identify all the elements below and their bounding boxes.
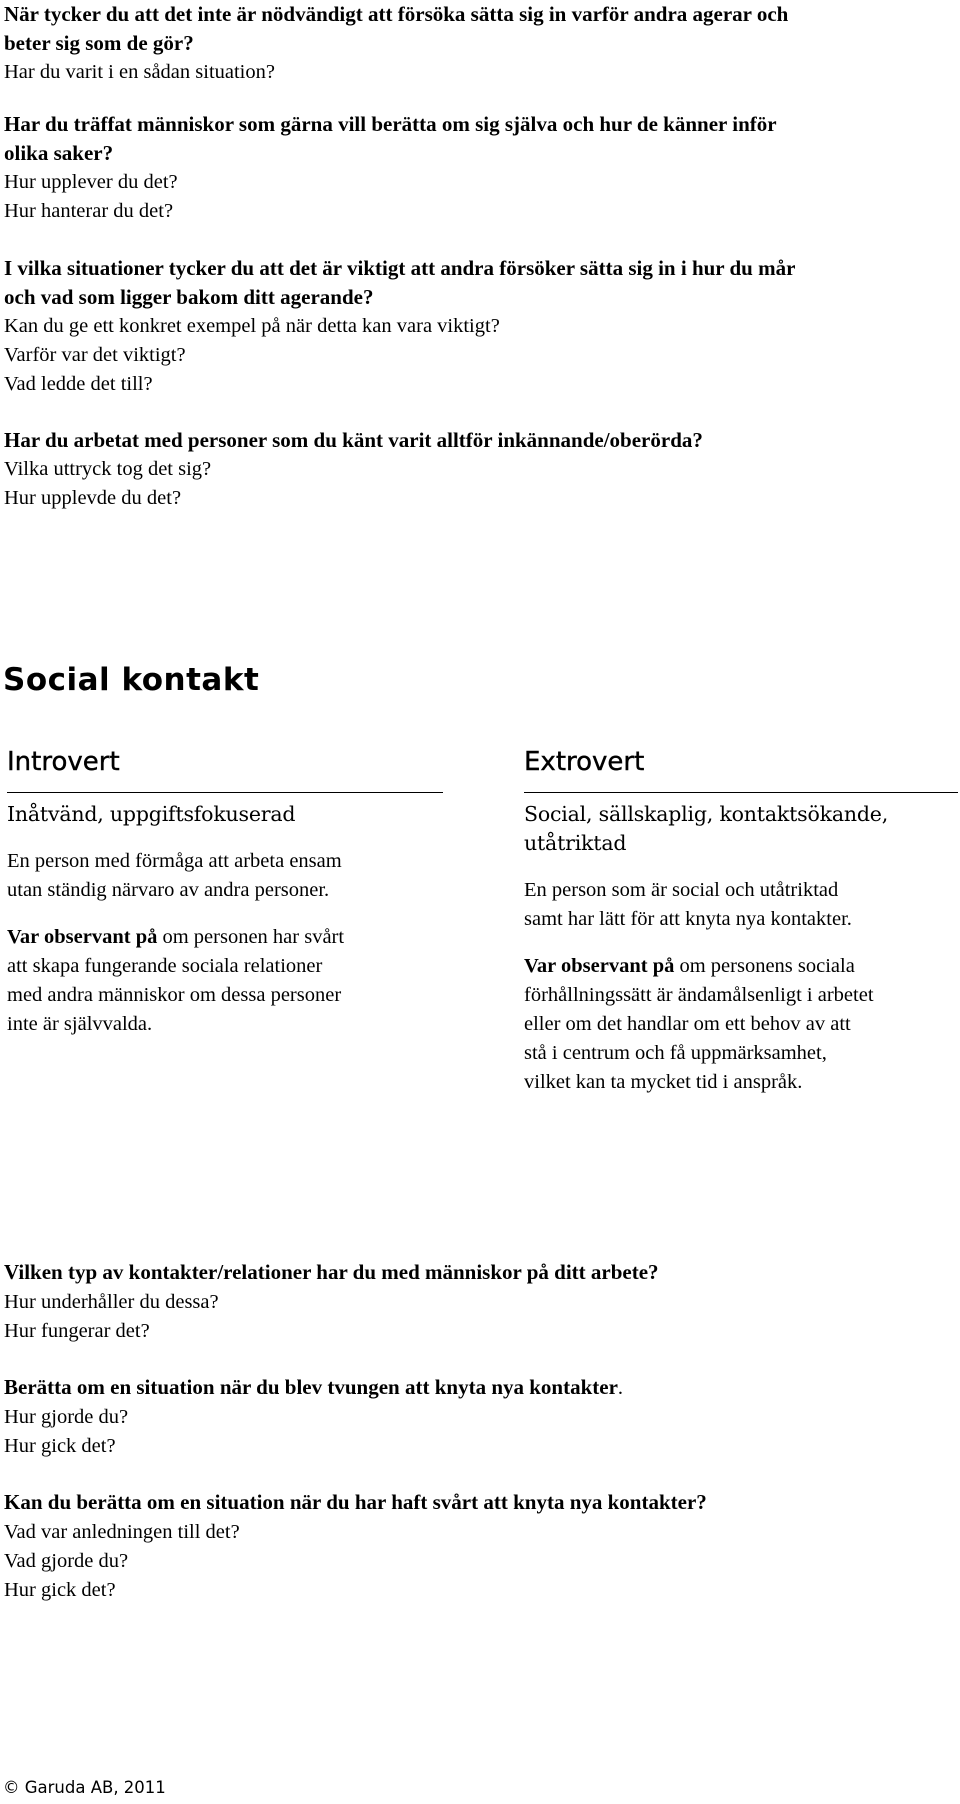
follow-up-question: Vilka uttryck tog det sig? xyxy=(4,458,212,480)
extrovert-observe xyxy=(524,952,958,1097)
follow-up-question: Vad gjorde du? xyxy=(4,1550,129,1572)
question-text: Vilken typ av kontakter/relationer har du med människor på ditt arbete? xyxy=(4,1260,659,1284)
question-group-3 xyxy=(4,254,954,399)
introvert-description xyxy=(7,847,443,905)
introvert-tagline-block xyxy=(7,800,443,829)
observe-text: om personen har svårt xyxy=(157,926,345,948)
question-text: Kan du berätta om en situation när du har haft svårt att knyta nya kontakter? xyxy=(4,1490,707,1514)
observe-line: med andra människor om dessa personer xyxy=(7,984,342,1006)
follow-up-question: Vad var anledningen till det? xyxy=(4,1521,240,1543)
question-group-2 xyxy=(4,110,954,226)
observe-line xyxy=(7,923,443,952)
introvert-tagline: Inåtvänd, uppgiftsfokuserad xyxy=(7,802,296,826)
description-line: En person med förmåga att arbeta ensam xyxy=(7,850,342,872)
follow-up-question: Hur gick det? xyxy=(4,1435,116,1457)
question-text: olika saker? xyxy=(4,141,114,165)
extrovert-tagline: Social, sällskaplig, kontaktsökande, xyxy=(524,802,889,826)
question-text: beter sig som de gör? xyxy=(4,31,194,55)
section-title: Social kontakt xyxy=(3,662,260,698)
observe-text: om personens sociala xyxy=(674,955,855,977)
observe-line: stå i centrum och få uppmärksamhet, xyxy=(524,1042,827,1064)
follow-up-question: Varför var det viktigt? xyxy=(4,344,186,366)
copyright-footer: © Garuda AB, 2011 xyxy=(3,1778,166,1797)
bottom-question-group-1 xyxy=(4,1258,954,1346)
follow-up-question: Hur fungerar det? xyxy=(4,1320,150,1342)
extrovert-column xyxy=(524,800,958,1115)
question-group-1 xyxy=(4,0,954,87)
question-text: I vilka situationer tycker du att det är viktigt att andra försöker sätta sig in i hur du mår xyxy=(4,256,796,280)
follow-up-question: Vad ledde det till? xyxy=(4,373,153,395)
observe-label: Var observant på xyxy=(7,926,158,948)
introvert-observe xyxy=(7,923,443,1039)
introvert-heading: Introvert xyxy=(7,747,120,777)
extrovert-tagline: utåtriktad xyxy=(524,831,627,855)
bottom-question-group-2 xyxy=(4,1373,954,1461)
observe-line: eller om det handlar om ett behov av att xyxy=(524,1013,851,1035)
follow-up-question: Hur hanterar du det? xyxy=(4,200,174,222)
question-text: och vad som ligger bakom ditt agerande? xyxy=(4,285,374,309)
question-line xyxy=(4,1373,954,1403)
question-line xyxy=(4,1258,954,1288)
observe-line: förhållningssätt är ändamålsenligt i arbetet xyxy=(524,984,874,1006)
observe-line: att skapa fungerande sociala relationer xyxy=(7,955,323,977)
follow-up-question: Hur gick det? xyxy=(4,1579,116,1601)
extrovert-tagline-block xyxy=(524,800,958,858)
follow-up-question: Kan du ge ett konkret exempel på när detta kan vara viktigt? xyxy=(4,315,500,337)
question-text: När tycker du att det inte är nödvändigt att försöka sätta sig in varför andra agerar och xyxy=(4,2,789,26)
observe-line: inte är självvalda. xyxy=(7,1013,153,1035)
description-line: samt har lätt för att knyta nya kontakter. xyxy=(524,908,852,930)
observe-label: Var observant på xyxy=(524,955,675,977)
description-line: utan ständig närvaro av andra personer. xyxy=(7,879,330,901)
question-group-4 xyxy=(4,426,954,513)
follow-up-question: Hur gjorde du? xyxy=(4,1406,129,1428)
question-text: Har du arbetat med personer som du känt varit alltför inkännande/oberörda? xyxy=(4,428,703,452)
observe-line xyxy=(524,952,958,981)
question-line xyxy=(4,1488,954,1518)
bottom-question-group-3 xyxy=(4,1488,954,1605)
introvert-column xyxy=(7,800,443,1057)
question-text: Berätta om en situation när du blev tvungen att knyta nya kontakter xyxy=(4,1375,618,1399)
question-suffix: . xyxy=(617,1377,624,1399)
observe-line: vilket kan ta mycket tid i anspråk. xyxy=(524,1071,803,1093)
follow-up-question: Hur upplever du det? xyxy=(4,171,178,193)
extrovert-heading: Extrovert xyxy=(524,747,645,777)
description-line: En person som är social och utåtriktad xyxy=(524,879,839,901)
question-text: Har du träffat människor som gärna vill berätta om sig själva och hur de känner inför xyxy=(4,112,777,136)
follow-up-question: Hur upplevde du det? xyxy=(4,487,182,509)
extrovert-description xyxy=(524,876,958,934)
introvert-divider xyxy=(7,792,443,793)
extrovert-divider xyxy=(524,792,958,793)
follow-up-question: Har du varit i en sådan situation? xyxy=(4,61,275,83)
follow-up-question: Hur underhåller du dessa? xyxy=(4,1291,219,1313)
